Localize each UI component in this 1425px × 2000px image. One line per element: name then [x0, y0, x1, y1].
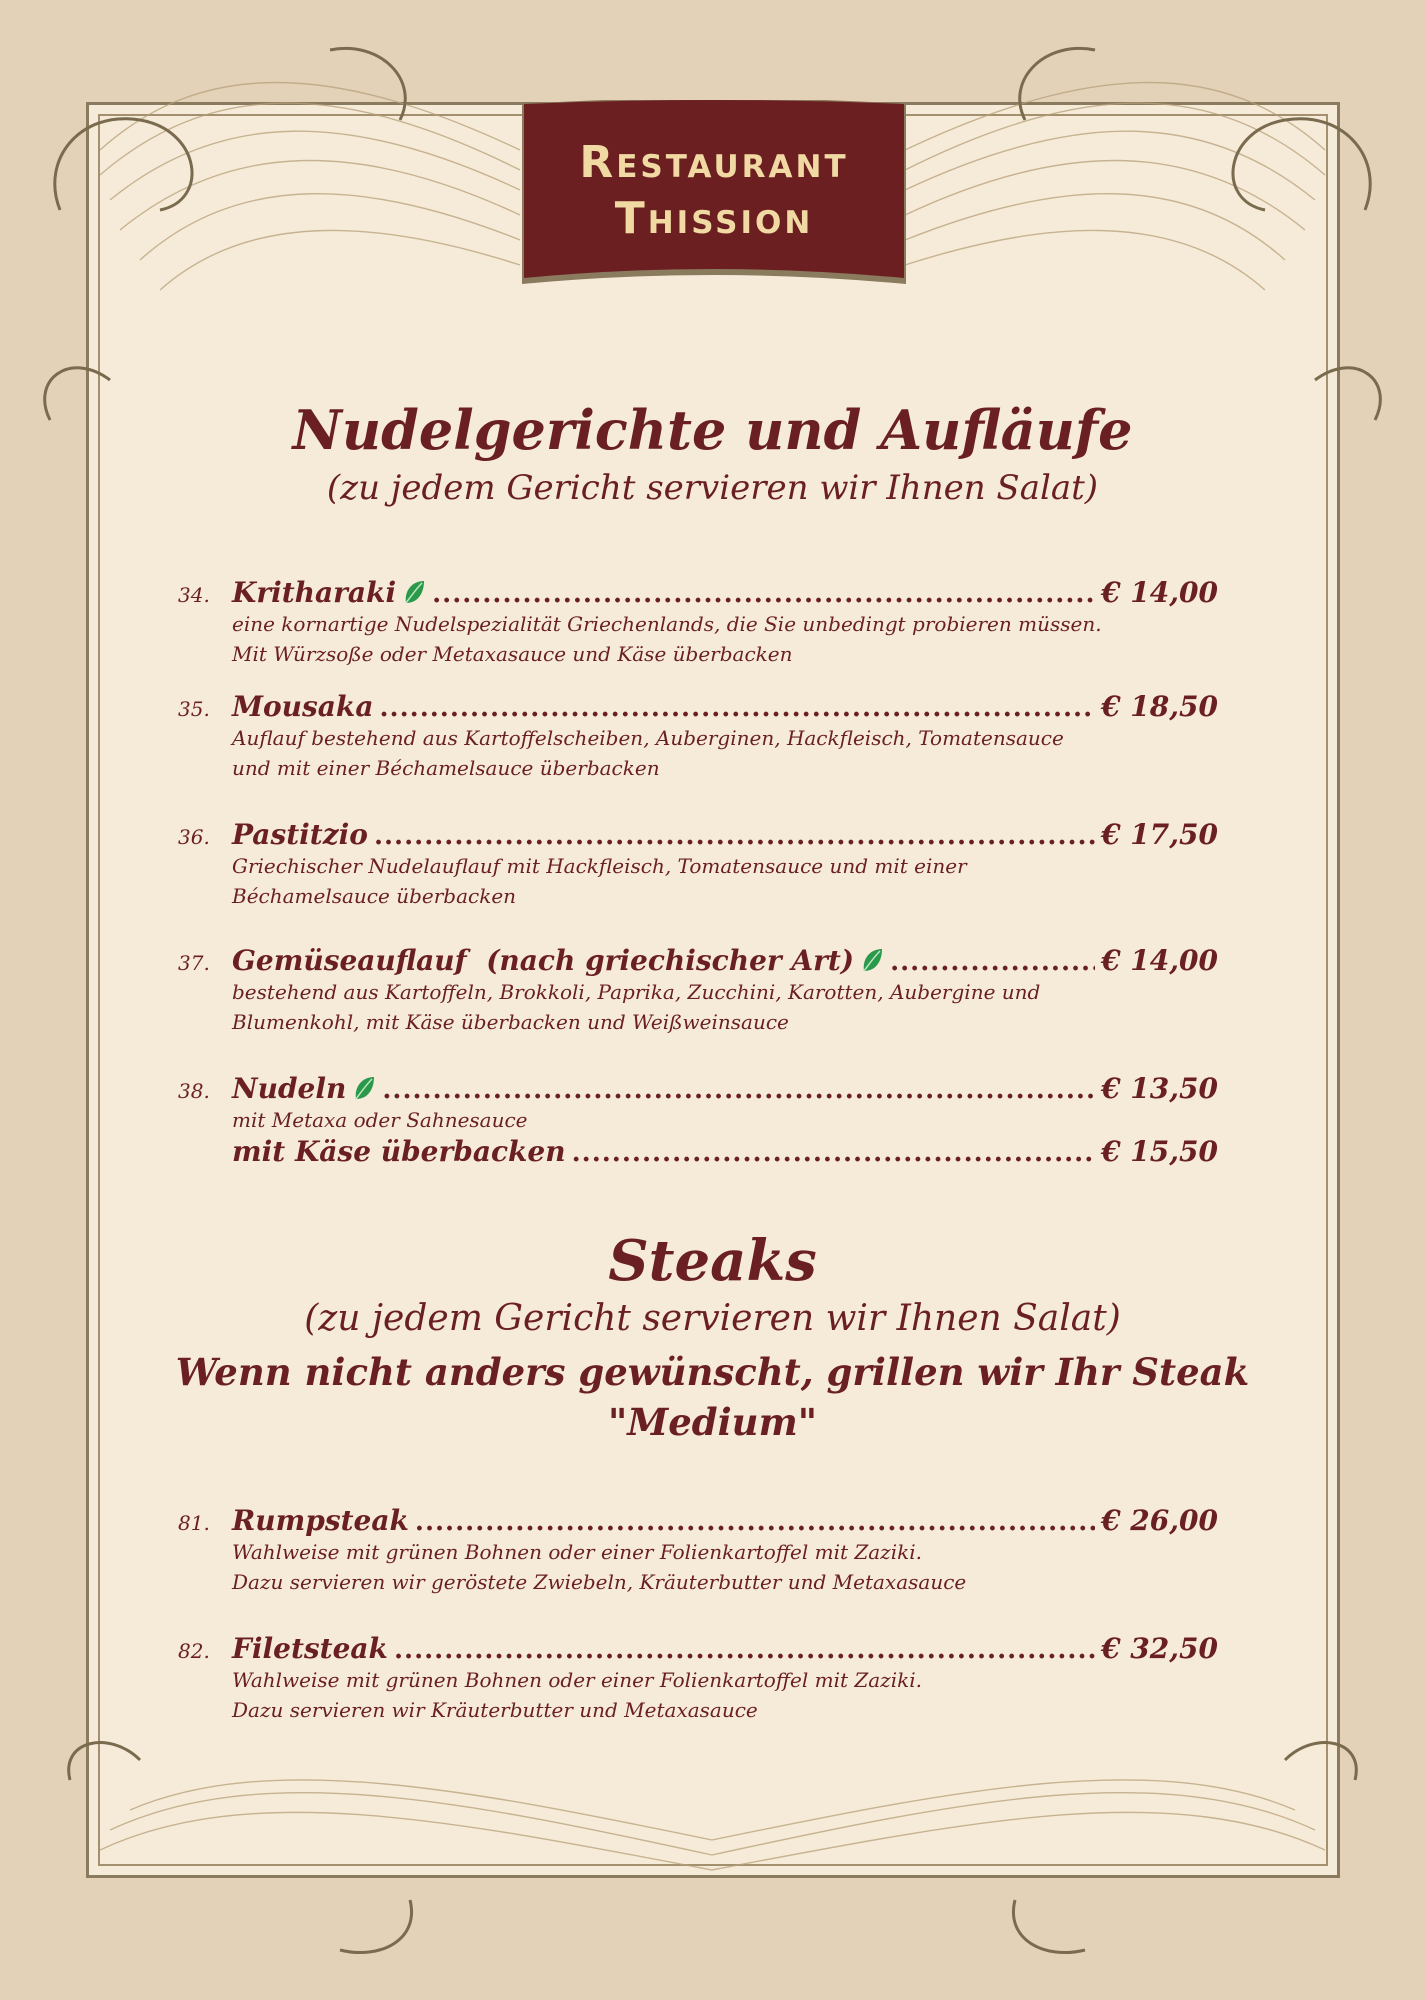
menu-item-34 — [178, 576, 1218, 669]
item-price: € 18,50 — [1101, 690, 1218, 723]
item-price: € 13,50 — [1101, 1072, 1218, 1105]
item-description: Auflauf bestehend aus Kartoffelscheiben, Auberginen, Hackfleisch, Tomatensauce und mit einer Béchamelsauce überbacken — [232, 726, 1064, 780]
vegetarian-leaf-icon — [860, 947, 884, 973]
item-variant-price: € 15,50 — [1101, 1135, 1218, 1168]
restaurant-logo: Restaurant Thission — [579, 137, 849, 244]
menu-item-37 — [178, 944, 1218, 1037]
item-number: 35. — [178, 697, 210, 721]
item-number: 37. — [178, 951, 210, 975]
section-subtitle-pasta: (zu jedem Gericht servieren wir Ihnen Salat) — [326, 468, 1099, 508]
vegetarian-leaf-icon — [402, 579, 426, 605]
item-description: Griechischer Nudelauflauf mit Hackfleisch, Tomatensauce und mit einer Béchamelsauce überbacken — [232, 854, 967, 908]
item-price: € 26,00 — [1101, 1504, 1218, 1537]
item-name: Gemüseauflauf (nach griechischer Art) — [232, 944, 855, 977]
item-name: Rumpsteak — [232, 1504, 409, 1537]
menu-item-36 — [178, 818, 1218, 911]
menu-item-35 — [178, 690, 1218, 783]
item-number: 36. — [178, 825, 210, 849]
item-description: eine kornartige Nudelspezialität Griechenlands, die Sie unbedingt probieren müssen. Mit Würzsoße oder Metaxasauce und Käse überbacken — [232, 612, 1102, 666]
steak-note-medium: "Medium" — [607, 1400, 818, 1444]
item-number: 38. — [178, 1079, 210, 1103]
steak-note: Wenn nicht anders gewünscht, grillen wir Ihr Steak — [175, 1350, 1250, 1394]
vegetarian-leaf-icon — [352, 1075, 376, 1101]
item-description: Wahlweise mit grünen Bohnen oder einer Folienkartoffel mit Zaziki. Dazu servieren wir geröstete Zwiebeln, Kräuterbutter und Metaxasauce — [232, 1540, 967, 1594]
item-description: mit Metaxa oder Sahnesauce — [232, 1108, 528, 1132]
item-number: 81. — [178, 1511, 210, 1535]
item-number: 82. — [178, 1639, 210, 1663]
item-name: Pastitzio — [232, 818, 368, 851]
item-number: 34. — [178, 583, 210, 607]
item-variant-name: mit Käse überbacken — [232, 1135, 566, 1168]
item-name: Kritharaki — [232, 576, 397, 609]
item-price: € 32,50 — [1101, 1632, 1218, 1665]
menu-item-81 — [178, 1504, 1218, 1597]
item-name: Nudeln — [232, 1072, 347, 1105]
item-price: € 14,00 — [1101, 944, 1218, 977]
item-name: Mousaka — [232, 690, 374, 723]
menu-item-82 — [178, 1632, 1218, 1725]
item-price: € 14,00 — [1101, 576, 1218, 609]
section-subtitle-steaks: (zu jedem Gericht servieren wir Ihnen Salat) — [304, 1298, 1121, 1339]
section-title-steaks: Steaks — [608, 1228, 817, 1294]
item-description: bestehend aus Kartoffeln, Brokkoli, Paprika, Zucchini, Karotten, Aubergine und Blumenkohl, mit Käse überbacken und Weißweinsauce — [232, 980, 1041, 1034]
item-description: Wahlweise mit grünen Bohnen oder einer Folienkartoffel mit Zaziki. Dazu servieren wir Kräuterbutter und Metaxasauce — [232, 1668, 922, 1722]
menu-item-38 — [178, 1072, 1218, 1168]
item-name: Filetsteak — [232, 1632, 388, 1665]
item-variant — [232, 1135, 1218, 1168]
section-title-pasta: Nudelgerichte und Aufläufe — [292, 398, 1133, 462]
item-price: € 17,50 — [1101, 818, 1218, 851]
